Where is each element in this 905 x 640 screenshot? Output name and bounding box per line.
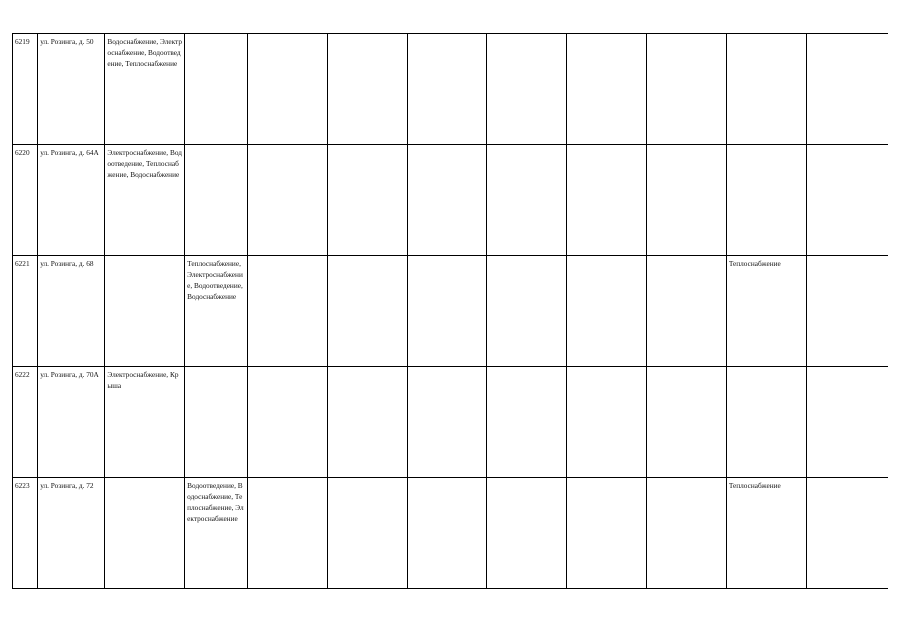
empty-cell [327,145,407,256]
works-cell-right [726,367,806,478]
works-cell-narrow: Водоотведение, Водоснабжение, Теплоснабжение, Электроснабжение [185,478,248,589]
table-row [13,145,889,256]
row-number: 6219 [13,34,38,145]
empty-cell [806,478,888,589]
empty-cell [487,367,567,478]
empty-cell [806,145,888,256]
empty-cell [567,256,647,367]
works-cell-narrow [185,367,248,478]
empty-cell [487,145,567,256]
works-cell [105,478,185,589]
empty-cell [647,478,727,589]
empty-cell [487,256,567,367]
table-row [13,478,889,589]
repair-table [12,33,888,589]
empty-cell [248,478,328,589]
works-cell: Электроснабжение, Крыша [105,367,185,478]
works-cell-right: Теплоснабжение [726,256,806,367]
address-cell: ул. Розинга, д. 68 [38,256,105,367]
address-cell: ул. Розинга, д. 64А [38,145,105,256]
empty-cell [567,367,647,478]
empty-cell [647,145,727,256]
empty-cell [407,367,487,478]
works-cell-narrow [185,34,248,145]
row-number: 6222 [13,367,38,478]
empty-cell [327,367,407,478]
empty-cell [487,478,567,589]
row-number: 6223 [13,478,38,589]
empty-cell [407,256,487,367]
empty-cell [806,367,888,478]
works-cell-right [726,34,806,145]
works-cell: Водоснабжение, Электроснабжение, Водоотведение, Теплоснабжение [105,34,185,145]
works-cell-narrow: Теплоснабжение, Электроснабжение, Водоотведение, Водоснабжение [185,256,248,367]
empty-cell [248,34,328,145]
empty-cell [248,145,328,256]
table-row [13,34,889,145]
works-cell [105,256,185,367]
empty-cell [407,145,487,256]
empty-cell [407,478,487,589]
works-cell-narrow [185,145,248,256]
empty-cell [327,256,407,367]
table-row [13,367,889,478]
empty-cell [567,34,647,145]
empty-cell [567,478,647,589]
works-cell-right: Теплоснабжение [726,478,806,589]
empty-cell [806,256,888,367]
empty-cell [327,478,407,589]
row-number: 6220 [13,145,38,256]
address-cell: ул. Розинга, д. 72 [38,478,105,589]
empty-cell [647,256,727,367]
table-row [13,256,889,367]
works-cell: Электроснабжение, Водоотведение, Теплоснабжение, Водоснабжение [105,145,185,256]
empty-cell [248,256,328,367]
empty-cell [647,367,727,478]
empty-cell [248,367,328,478]
address-cell: ул. Розинга, д. 50 [38,34,105,145]
empty-cell [407,34,487,145]
row-number: 6221 [13,256,38,367]
works-cell-right [726,145,806,256]
empty-cell [487,34,567,145]
empty-cell [647,34,727,145]
address-cell: ул. Розинга, д. 70А [38,367,105,478]
empty-cell [806,34,888,145]
empty-cell [327,34,407,145]
empty-cell [567,145,647,256]
